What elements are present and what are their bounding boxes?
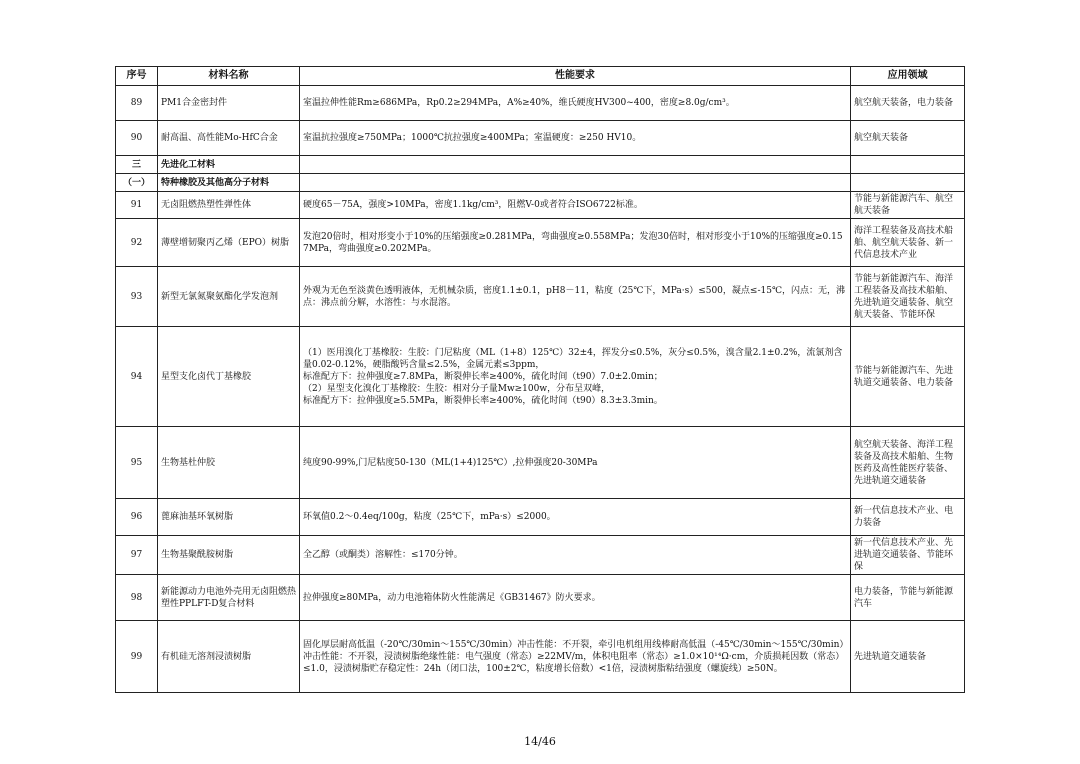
row-app: 节能与新能源汽车、海洋工程装备及高技术船舶、先进轨道交通装备、航空航天装备、节能环保 [851,267,965,327]
row-no: 94 [116,327,158,427]
row-no: 91 [116,192,158,219]
row-perf: 纯度90-99%,门尼粘度50-130（ML(1+4)125℃）,拉伸强度20-30MPa [300,427,851,499]
perf-line: 标准配方下：拉伸强度≥5.5MPa，断裂伸长率≥400%，硫化时间（t90）8.3±3.3min。 [303,395,663,406]
row-name: PM1合金密封件 [158,86,300,121]
row-perf: 外观为无色至淡黄色透明液体，无机械杂质，密度1.1±0.1，pH8－11，粘度（25℃下，MPa·s）≤500，凝点≤-15℃，闪点：无，沸点：沸点前分解，水溶性：与水混溶。 [300,267,851,327]
table-row [116,327,965,427]
section-row [116,156,965,174]
row-perf: 硬度65－75A，强度>10MPa，密度1.1kg/cm³，阻燃V-0或者符合ISO6722标准。 [300,192,851,219]
row-name: 有机硅无溶剂浸渍树脂 [158,621,300,693]
row-perf: 室温抗拉强度≥750MPa；1000℃抗拉强度≥400MPa；室温硬度：≥250 HV10。 [300,121,851,156]
table-row [116,427,965,499]
table-row [116,621,965,693]
perf-line: （1）医用溴化丁基橡胶：生胶：门尼粘度（ML（1+8）125℃）32±4，挥发分≤0.5%，灰分≤0.5%，溴含量2.1±0.2%，流氯剂含量0.02-0.12%，硬脂酸钙含量≤2.5%，金属元素≤3ppm， [303,347,843,370]
table-row [116,267,965,327]
subsection-title: 特种橡胶及其他高分子材料 [158,174,300,192]
table-header-row [116,67,965,86]
row-name: 生物基聚酰胺树脂 [158,536,300,575]
row-no: 99 [116,621,158,693]
row-name: 薄壁增韧聚丙乙烯（EPO）树脂 [158,219,300,267]
row-no: 98 [116,575,158,621]
section-title: 先进化工材料 [158,156,300,174]
row-perf: 发泡20倍时，相对形变小于10%的压缩强度≥0.281MPa，弯曲强度≥0.558MPa；发泡30倍时，相对形变小于10%的压缩强度≥0.157MPa，弯曲强度≥0.202MPa。 [300,219,851,267]
table-row [116,219,965,267]
row-app: 航空航天装备、海洋工程装备及高技术船舶、生物医药及高性能医疗装备、先进轨道交通装备 [851,427,965,499]
row-perf: 全乙醇（或酮类）溶解性：≤170分钟。 [300,536,851,575]
row-app: 海洋工程装备及高技术船舶、航空航天装备、新一代信息技术产业 [851,219,965,267]
row-app [851,174,965,192]
row-perf: 拉伸强度≥80MPa，动力电池箱体防火性能满足《GB31467》防火要求。 [300,575,851,621]
section-no: 三 [116,156,158,174]
row-no: 95 [116,427,158,499]
row-name: 耐高温、高性能Mo-HfC合金 [158,121,300,156]
table-row [116,499,965,536]
table-row [116,121,965,156]
perf-line: 标准配方下：拉伸强度≥7.8MPa，断裂伸长率≥400%，硫化时间（t90）7.0±2.0min； [303,371,663,382]
row-no: 90 [116,121,158,156]
row-perf [300,156,851,174]
subsection-row [116,174,965,192]
materials-table [115,66,965,693]
row-no: 97 [116,536,158,575]
page-number: 14/46 [524,735,556,748]
row-name: 蓖麻油基环氧树脂 [158,499,300,536]
row-name: 新型无氯氮聚氨酯化学发泡剂 [158,267,300,327]
row-no: 92 [116,219,158,267]
row-app: 节能与新能源汽车、航空航天装备 [851,192,965,219]
row-app: 节能与新能源汽车、先进轨道交通装备、电力装备 [851,327,965,427]
header-name: 材料名称 [158,67,300,86]
row-app: 电力装备，节能与新能源汽车 [851,575,965,621]
perf-line: （2）星型支化溴化丁基橡胶：生胶：相对分子量Mw≥100w，分布呈双峰， [303,383,611,394]
header-no: 序号 [116,67,158,86]
row-name: 新能源动力电池外壳用无卤阻燃热塑性PPLFT-D复合材料 [158,575,300,621]
row-no: 89 [116,86,158,121]
row-name: 星型支化卤代丁基橡胶 [158,327,300,427]
subsection-no: （一） [116,174,158,192]
header-perf: 性能要求 [300,67,851,86]
table-row [116,536,965,575]
row-perf [300,327,851,427]
row-app [851,156,965,174]
table-row [116,575,965,621]
row-perf: 室温拉伸性能Rm≥686MPa，Rp0.2≥294MPa，A%≥40%，维氏硬度HV300~400，密度≥8.0g/cm³。 [300,86,851,121]
row-name: 生物基杜仲胶 [158,427,300,499]
header-app: 应用领域 [851,67,965,86]
row-app: 航空航天装备，电力装备 [851,86,965,121]
row-app: 新一代信息技术产业、先进轨道交通装备、节能环保 [851,536,965,575]
row-no: 93 [116,267,158,327]
row-perf [300,174,851,192]
row-perf: 固化厚层耐高低温（-20℃/30min～155℃/30min）冲击性能：不开裂，牵引电机组用线棒耐高低温（-45℃/30min～155℃/30min）冲击性能：不开裂，浸渍树脂绝缘性能：电气强度（常态）≥22MV/m，体积电阻率（常态）≥1.0×10¹⁴Ω·cm，介质损耗因数（常态）≤1.0，浸渍树脂贮存稳定性：24h（闭口法，100±2℃，粘度增长倍数）<1倍，浸渍树脂粘结强度（螺旋线）≥50N。 [300,621,851,693]
table-row [116,86,965,121]
row-perf: 环氧值0.2～0.4eq/100g，粘度（25℃下，mPa·s）≤2000。 [300,499,851,536]
table-row [116,192,965,219]
row-app: 航空航天装备 [851,121,965,156]
row-app: 新一代信息技术产业、电力装备 [851,499,965,536]
row-no: 96 [116,499,158,536]
row-app: 先进轨道交通装备 [851,621,965,693]
row-name: 无卤阻燃热塑性弹性体 [158,192,300,219]
